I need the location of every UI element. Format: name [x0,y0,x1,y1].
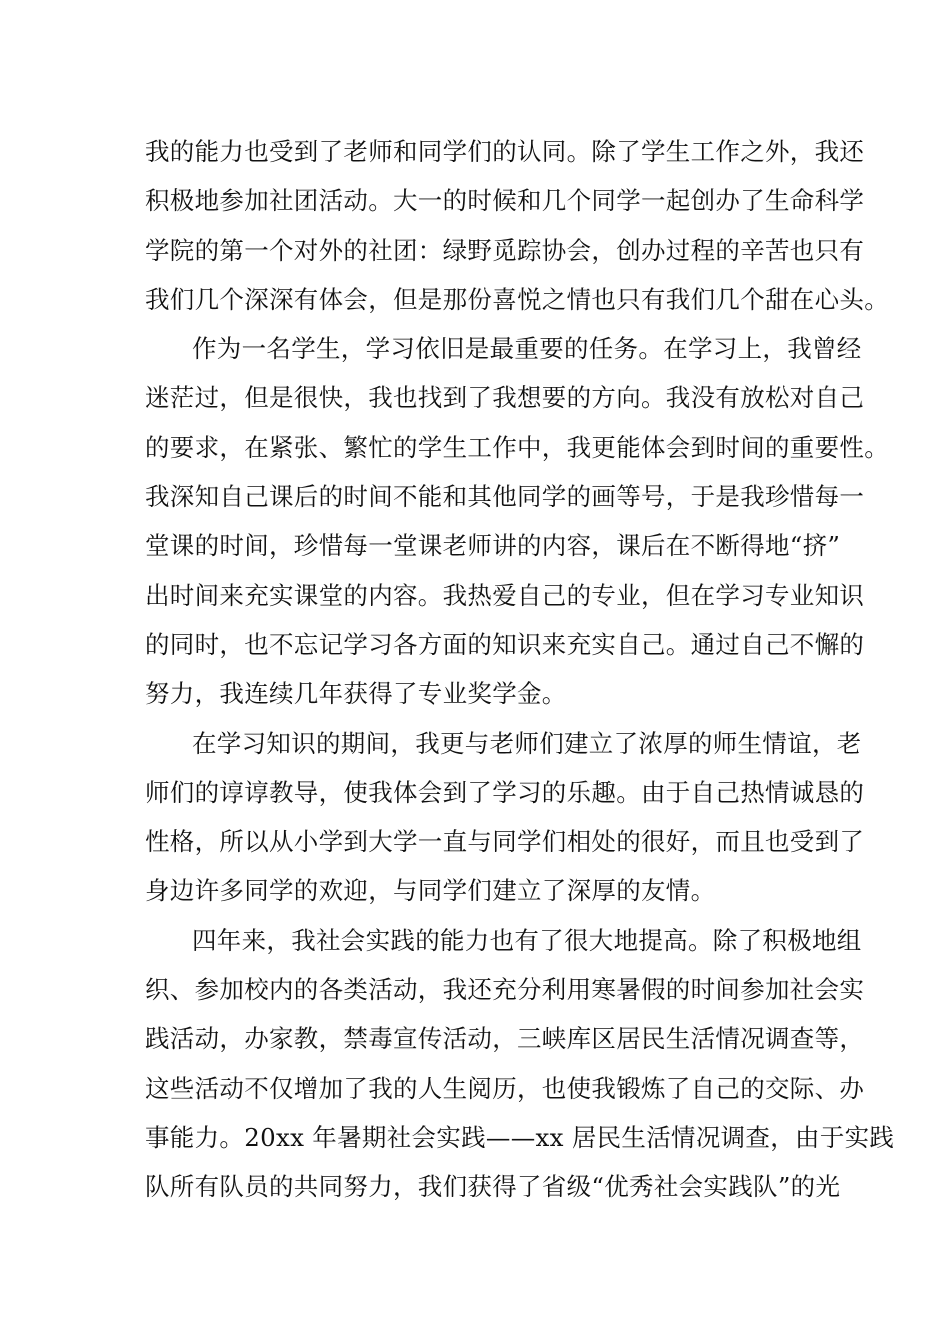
text-line: 队所有队员的共同努力，我们获得了省级“优秀社会实践队”的光 [145,1172,841,1202]
text-line: 事能力。20xx 年暑期社会实践——xx 居民生活情况调查，由于实践 [145,1122,895,1152]
text-line: 的同时，也不忘记学习各方面的知识来充实自己。通过自己不懈的 [145,629,865,659]
text-line: 积极地参加社团活动。大一的时候和几个同学一起创办了生命科学 [145,186,865,216]
paragraph-first-line: 在学习知识的期间，我更与老师们建立了浓厚的师生情谊，老 [192,728,862,758]
text-line: 堂课的时间，珍惜每一堂课老师讲的内容，课后在不断得地“挤” [145,531,841,561]
text-line: 织、参加校内的各类活动，我还充分利用寒暑假的时间参加社会实 [145,975,865,1005]
text-line: 我们几个深深有体会，但是那份喜悦之情也只有我们几个甜在心头。 [145,284,889,314]
text-line: 出时间来充实课堂的内容。我热爱自己的专业，但在学习专业知识 [145,580,865,610]
document-body [145,127,895,1212]
text-line: 身边许多同学的欢迎，与同学们建立了深厚的友情。 [145,876,716,906]
paragraph-first-line: 四年来，我社会实践的能力也有了很大地提高。除了积极地组 [192,925,862,955]
text-line: 这些活动不仅增加了我的人生阅历，也使我锻炼了自己的交际、办 [145,1073,865,1103]
text-line: 践活动，办家教，禁毒宣传活动，三峡库区居民生活情况调查等， [145,1024,865,1054]
text-line: 性格，所以从小学到大学一直与同学们相处的很好，而且也受到了 [145,827,865,857]
text-line: 的要求，在紧张、繁忙的学生工作中，我更能体会到时间的重要性。 [145,432,889,462]
text-line: 师们的谆谆教导，使我体会到了学习的乐趣。由于自己热情诚恳的 [145,777,865,807]
text-line: 迷茫过，但是很快，我也找到了我想要的方向。我没有放松对自己 [145,383,865,413]
text-line: 努力，我连续几年获得了专业奖学金。 [145,679,567,709]
text-line: 我深知自己课后的时间不能和其他同学的画等号，于是我珍惜每一 [145,482,865,512]
paragraph-first-line: 作为一名学生，学习依旧是最重要的任务。在学习上，我曾经 [192,334,862,364]
text-line: 我的能力也受到了老师和同学们的认同。除了学生工作之外，我还 [145,137,865,166]
text-line: 学院的第一个对外的社团：绿野觅踪协会，创办过程的辛苦也只有 [145,235,865,265]
